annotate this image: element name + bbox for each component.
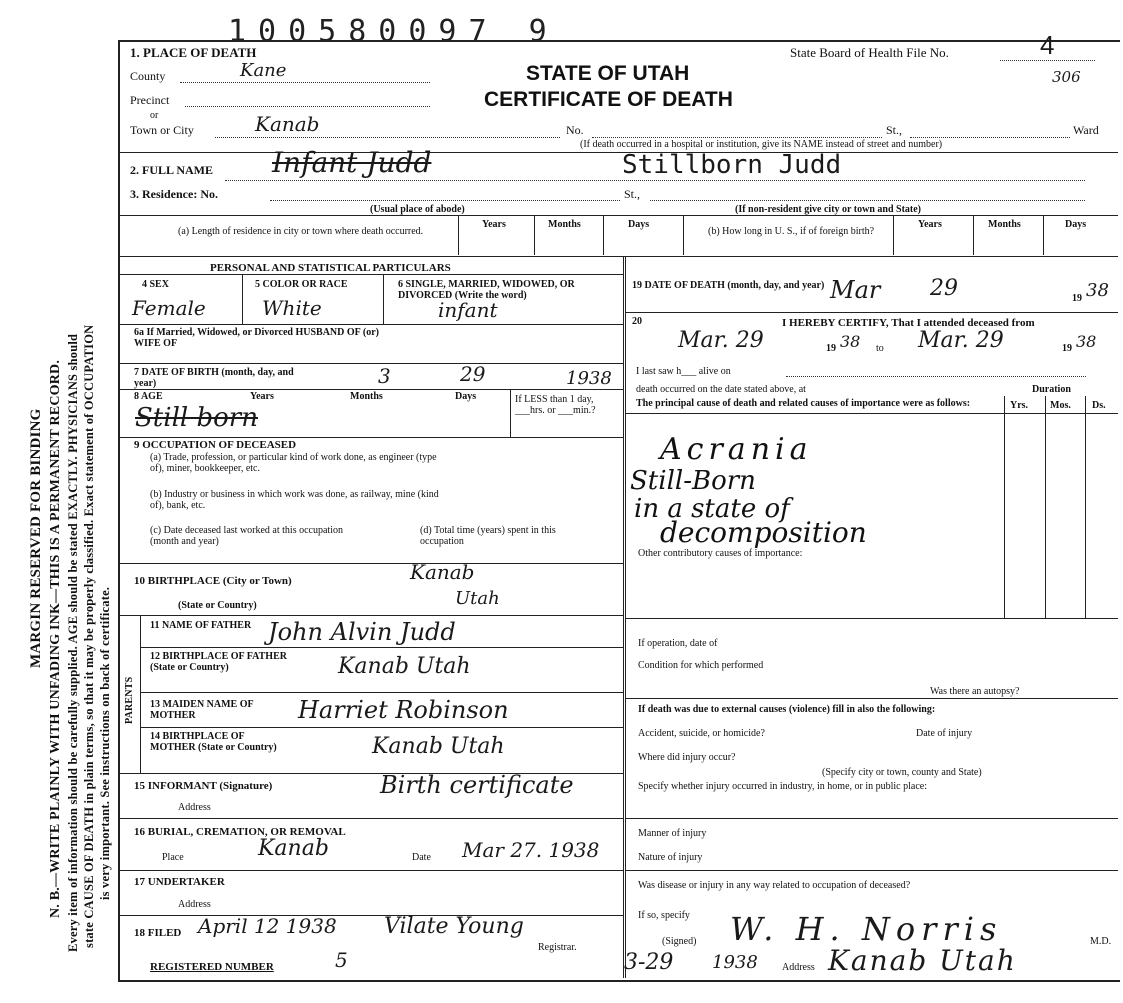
town-label: Town or City <box>130 123 194 137</box>
color-label: 5 COLOR OR RACE <box>255 279 348 290</box>
foreign-months-header: Months <box>988 219 1021 230</box>
length-residence-label: (a) Length of residence in city or town where death occurred. <box>178 226 424 237</box>
occupation-label: 9 OCCUPATION OF DECEASED <box>134 439 297 451</box>
county-value: Kane <box>240 60 287 81</box>
dod-month: Mar <box>830 276 881 304</box>
certify-to-label: to <box>876 343 884 354</box>
certify-to-year: 38 <box>1076 332 1097 351</box>
undertaker-label: 17 UNDERTAKER <box>134 876 225 888</box>
mother-birthplace-value: Kanab Utah <box>372 734 505 759</box>
specify-city-note: (Specify city or town, county and State) <box>822 767 982 778</box>
birthplace-state-label: (State or Country) <box>178 600 257 611</box>
age-days-header: Days <box>455 391 477 402</box>
occupation-b: (b) Industry or business in which work was done, as railway, mine (kind of), bank, etc. <box>150 489 439 511</box>
full-name-value: Stillborn Judd <box>622 150 842 180</box>
birthplace-label: 10 BIRTHPLACE (City or Town) <box>134 575 292 587</box>
specify-industry-label: Specify whether injury occurred in industry, in home, or in public place: <box>638 781 927 792</box>
duration-header: Duration <box>1032 384 1071 395</box>
informant-address-label: Address <box>178 802 211 813</box>
dob-label: 7 DATE OF BIRTH (month, day, and year) <box>134 367 294 389</box>
occupation-a: (a) Trade, profession, or particular kind of work done, as engineer (type of), miner, bookkeeper, etc. <box>150 452 437 474</box>
place-of-death-label: 1. PLACE OF DEATH <box>130 45 257 60</box>
dod-year: 38 <box>1086 280 1109 301</box>
occupation-c: (c) Date deceased last worked at this occupation (month and year) <box>150 525 343 547</box>
residence-months-header: Months <box>548 219 581 230</box>
town-value: Kanab <box>255 112 320 136</box>
mother-birthplace-label: 14 BIRTHPLACE OF MOTHER (State or Country) <box>150 731 277 753</box>
age-years-header: Years <box>250 391 274 402</box>
physician-address-label: Address <box>782 962 815 973</box>
serial-number-stamp: 100580097 9 <box>228 14 559 49</box>
date-of-injury-label: Date of injury <box>916 728 973 739</box>
signature-year: 1938 <box>712 952 758 973</box>
md-label: M.D. <box>1090 936 1112 947</box>
cause-line-4: decomposition <box>660 516 867 549</box>
father-birthplace-value: Kanab Utah <box>338 654 471 679</box>
residence-years-header: Years <box>482 219 506 230</box>
state-title: STATE OF UTAH <box>526 62 690 85</box>
margin-binding-note: MARGIN RESERVED FOR BINDING <box>28 408 44 668</box>
foreign-years-header: Years <box>918 219 942 230</box>
file-number-value: 4 <box>1040 30 1055 60</box>
disease-occupation-label: Was disease or injury in any way related to occupation of deceased? <box>638 880 911 891</box>
full-name-label: 2. FULL NAME <box>130 163 214 177</box>
filed-date-value: April 12 1938 <box>198 914 337 938</box>
where-injury-label: Where did injury occur? <box>638 752 736 763</box>
certify-to-date: Mar. 29 <box>918 328 1004 353</box>
birthplace-state: Utah <box>455 588 500 609</box>
signed-label: (Signed) <box>662 936 697 947</box>
certify-text: I HEREBY CERTIFY, That I attended deceased from <box>782 317 1035 329</box>
sex-value: Female <box>132 296 206 320</box>
manner-label: Manner of injury <box>638 828 707 839</box>
if-so-label: If so, specify <box>638 910 690 921</box>
dod-year-prefix: 19 <box>1072 293 1082 304</box>
certify-to-prefix: 19 <box>1062 343 1072 354</box>
duration-mos-header: Mos. <box>1050 400 1071 411</box>
mother-name-value: Harriet Robinson <box>298 696 509 724</box>
last-saw-label: I last saw h___ alive on <box>636 366 731 377</box>
no-label: No. <box>566 123 584 137</box>
margin-instructions-1: Every item of information should be carefully supplied. AGE should be stated EXACTLY. PHYSICIANS should <box>66 333 80 952</box>
nonresident-note: (If non-resident give city or town and State) <box>735 204 922 215</box>
operation-label: If operation, date of <box>638 638 718 649</box>
duration-yrs-header: Yrs. <box>1010 400 1029 411</box>
registered-number-label: REGISTERED NUMBER <box>150 961 274 973</box>
cause-line-2: Still-Born <box>630 466 756 496</box>
sex-label: 4 SEX <box>142 279 169 290</box>
certify-number: 20 <box>632 316 642 327</box>
other-causes-label: Other contributory causes of importance: <box>638 548 803 559</box>
certify-from-year: 38 <box>840 332 861 351</box>
dod-day: 29 <box>930 276 958 301</box>
accident-label: Accident, suicide, or homicide? <box>638 728 765 739</box>
parents-side-label: PARENTS <box>124 676 135 724</box>
age-label: 8 AGE <box>134 391 163 402</box>
burial-label: 16 BURIAL, CREMATION, OR REMOVAL <box>134 826 346 838</box>
color-value: White <box>262 296 322 320</box>
residence-days-header: Days <box>628 219 650 230</box>
marital-value: infant <box>438 298 498 322</box>
principal-cause-label: The principal cause of death and related causes of importance were as follows: <box>636 398 971 409</box>
date-of-death-label: 19 DATE OF DEATH (month, day, and year) <box>632 280 825 291</box>
personal-section-title: PERSONAL AND STATISTICAL PARTICULARS <box>210 262 451 274</box>
residence-st-label: St., <box>624 187 641 201</box>
burial-date-label: Date <box>412 852 431 863</box>
file-number-label: State Board of Health File No. <box>790 45 949 60</box>
physician-address-value: Kanab Utah <box>828 944 1017 977</box>
margin-instructions-3: is very important. See instructions on back of certificate. <box>98 586 112 900</box>
residence-label: 3. Residence: No. <box>130 187 218 201</box>
duration-ds-header: Ds. <box>1092 400 1106 411</box>
nature-label: Nature of injury <box>638 852 703 863</box>
dob-year: 1938 <box>566 368 612 389</box>
dob-month: 3 <box>378 364 391 388</box>
registered-number-value: 5 <box>335 948 348 972</box>
death-occurred-label: death occurred on the date stated above, at <box>636 384 806 395</box>
certificate-title: CERTIFICATE OF DEATH <box>484 88 733 111</box>
autopsy-label: Was there an autopsy? <box>930 686 1020 697</box>
or-label: or <box>150 110 159 121</box>
hospital-note: (If death occurred in a hospital or institution, give its NAME instead of street and number) <box>580 139 943 150</box>
certify-from-prefix: 19 <box>826 343 836 354</box>
foreign-birth-label: (b) How long in U. S., if of foreign birth? <box>708 226 875 237</box>
birthplace-city: Kanab <box>410 560 475 584</box>
ward-label: Ward <box>1073 123 1099 137</box>
occupation-d: (d) Total time (years) spent in this occupation <box>420 525 556 547</box>
certify-from-date: Mar. 29 <box>678 328 764 353</box>
foreign-days-header: Days <box>1065 219 1087 230</box>
age-less-than-label: If LESS than 1 day, ___hrs. or ___min.? <box>515 394 596 416</box>
county-label: County <box>130 69 166 83</box>
margin-permanent-record-note: N. B.—WRITE PLAINLY WITH UNFADING INK—THIS IS A PERMANENT RECORD. <box>48 359 63 918</box>
informant-value: Birth certificate <box>380 771 574 799</box>
informant-label: 15 INFORMANT (Signature) <box>134 780 273 792</box>
age-months-header: Months <box>350 391 383 402</box>
cause-line-3: in a state of <box>634 494 790 524</box>
mother-name-label: 13 MAIDEN NAME OF MOTHER <box>150 699 254 721</box>
usual-abode-note: (Usual place of abode) <box>370 204 465 215</box>
father-name-value: John Alvin Judd <box>268 618 456 646</box>
dob-day: 29 <box>460 362 486 386</box>
registrar-signature: Vilate Young <box>384 914 524 939</box>
signature-date: 3-29 <box>624 950 674 975</box>
condition-label: Condition for which performed <box>638 660 764 671</box>
father-birthplace-label: 12 BIRTHPLACE OF FATHER (State or Country) <box>150 651 287 673</box>
precinct-label: Precinct <box>130 93 170 107</box>
margin-instructions-2: state CAUSE OF DEATH in plain terms, so that it may be properly classified. Exact statement of OCCUPATION <box>82 324 96 948</box>
spouse-label: 6a If Married, Widowed, or Divorced HUSBAND OF (or) WIFE OF <box>134 327 379 349</box>
burial-place-label: Place <box>162 852 184 863</box>
undertaker-address-label: Address <box>178 899 211 910</box>
marital-label: 6 SINGLE, MARRIED, WIDOWED, OR DIVORCED (Write the word) <box>398 279 575 301</box>
st-label: St., <box>886 123 903 137</box>
cause-line-1: Acrania <box>660 432 813 467</box>
filed-label: 18 FILED <box>134 927 182 939</box>
registrar-label: Registrar. <box>538 942 577 953</box>
father-name-label: 11 NAME OF FATHER <box>150 620 252 631</box>
burial-date-value: Mar 27. 1938 <box>462 838 600 862</box>
physician-signature: W. H. Norris <box>730 910 1003 948</box>
full-name-struck: Infant Judd <box>272 146 432 179</box>
age-value: Still born <box>135 403 258 433</box>
file-number-sub: 306 <box>1052 68 1081 86</box>
burial-place-value: Kanab <box>258 836 329 861</box>
external-causes-label: If death was due to external causes (violence) fill in also the following: <box>638 704 936 715</box>
